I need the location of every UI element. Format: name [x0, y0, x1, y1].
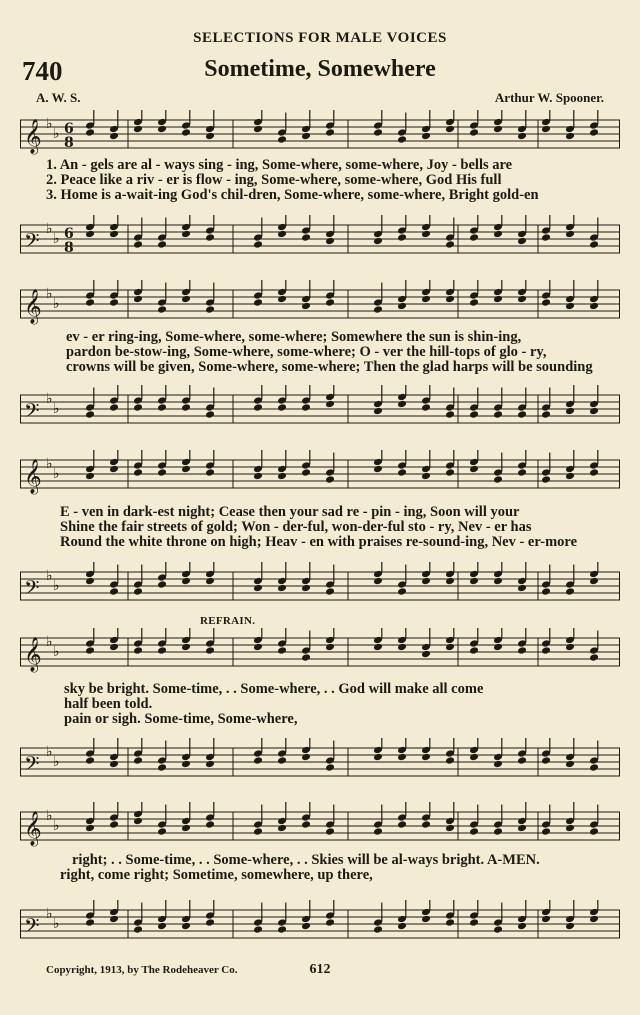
- note-chord: [277, 802, 287, 832]
- note-chord: [565, 565, 575, 596]
- note-chord: [469, 900, 479, 927]
- note-chord: [373, 562, 383, 585]
- treble-clef-icon: 𝄞: [24, 119, 42, 154]
- note-chord: [541, 453, 551, 484]
- note-chord: [445, 388, 455, 419]
- note-chord: [133, 903, 143, 934]
- flat-icon: ♭: [53, 401, 60, 417]
- note-chord: [517, 388, 527, 419]
- note-chord: [325, 280, 335, 307]
- note-chord: [445, 900, 455, 927]
- treble-staff: [20, 450, 620, 504]
- note-chord: [493, 453, 503, 484]
- note-chord: [445, 802, 455, 832]
- note-chord: [517, 802, 527, 832]
- note-chord: [565, 280, 575, 310]
- flat-icon: ♭: [46, 116, 53, 132]
- note-chord: [85, 562, 95, 585]
- note-chord: [469, 110, 479, 137]
- note-chord: [445, 218, 455, 249]
- note-chord: [85, 110, 95, 137]
- lyric-line: 1. An - gels are al - ways sing - ing, Some-where, some-where, Joy - bells are: [46, 157, 513, 173]
- note-chord: [133, 738, 143, 765]
- note-chord: [157, 385, 167, 412]
- note-chord: [565, 450, 575, 480]
- flat-icon: ♭: [46, 744, 53, 760]
- verse-lyrics: [20, 158, 620, 203]
- lyric-line: 2. Peace like a riv - er is flow - ing, Some-where, some-where, God His full: [46, 172, 502, 188]
- flat-icon: ♭: [53, 818, 60, 834]
- bass-clef-icon: 𝄢: [24, 229, 40, 257]
- note-chord: [133, 565, 143, 596]
- note-chord: [565, 900, 575, 930]
- time-signature: 6: [64, 226, 74, 242]
- note-chord: [181, 280, 191, 303]
- flat-icon: ♭: [46, 221, 53, 237]
- flat-icon: ♭: [46, 456, 53, 472]
- page-header: SELECTIONS FOR MALE VOICES: [193, 30, 447, 46]
- treble-clef-icon: 𝄞: [24, 459, 42, 494]
- note-chord: [277, 113, 287, 144]
- note-chord: [109, 280, 119, 307]
- note-chord: [517, 280, 527, 303]
- note-chord: [205, 900, 215, 927]
- note-chord: [421, 738, 431, 761]
- note-chord: [133, 385, 143, 412]
- flat-icon: ♭: [53, 644, 60, 660]
- note-chord: [133, 628, 143, 655]
- note-chord: [277, 215, 287, 238]
- note-chord: [205, 738, 215, 768]
- hymn-number: 740: [22, 56, 63, 86]
- flat-icon: ♭: [53, 466, 60, 482]
- note-chord: [469, 450, 479, 473]
- note-chord: [517, 110, 527, 140]
- note-chord: [373, 215, 383, 245]
- note-chord: [421, 562, 431, 585]
- bass-staff: [20, 215, 620, 269]
- note-chord: [541, 628, 551, 655]
- note-chord: [517, 628, 527, 655]
- copyright-notice: Copyright, 1913, by The Rodeheaver Co.: [46, 964, 238, 976]
- note-chord: [589, 631, 599, 662]
- note-chord: [133, 218, 143, 249]
- note-chord: [205, 283, 215, 314]
- note-chord: [589, 562, 599, 585]
- note-chord: [181, 802, 191, 832]
- note-chord: [469, 562, 479, 585]
- verse-lyrics: [20, 682, 620, 727]
- note-chord: [373, 738, 383, 761]
- note-chord: [517, 900, 527, 930]
- verse-lyrics: [20, 505, 620, 550]
- note-chord: [565, 738, 575, 768]
- note-chord: [589, 450, 599, 477]
- note-chord: [325, 215, 335, 245]
- flat-icon: ♭: [46, 808, 53, 824]
- note-chord: [301, 562, 311, 592]
- note-chord: [541, 738, 551, 765]
- note-chord: [253, 110, 263, 133]
- note-chord: [541, 388, 551, 419]
- treble-clef-icon: 𝄞: [24, 637, 42, 672]
- note-chord: [85, 388, 95, 419]
- note-chord: [253, 385, 263, 412]
- note-chord: [397, 738, 407, 761]
- note-chord: [133, 280, 143, 303]
- lyric-line: 3. Home is a-wait-ing God's chil-dren, Some-where, some-where, Bright gold-en: [46, 187, 539, 203]
- note-chord: [397, 900, 407, 930]
- note-chord: [421, 385, 431, 412]
- lyric-line: ev - er ring-ing, Some-where, some-where; Somewhere the sun is shin-ing,: [66, 329, 522, 345]
- note-chord: [325, 900, 335, 927]
- note-chord: [109, 215, 119, 238]
- note-chord: [277, 450, 287, 480]
- note-chord: [325, 385, 335, 408]
- note-chord: [157, 741, 167, 772]
- note-chord: [301, 450, 311, 477]
- note-chord: [301, 280, 311, 310]
- note-chord: [109, 385, 119, 412]
- note-chord: [397, 628, 407, 651]
- note-chord: [325, 565, 335, 596]
- note-chord: [109, 450, 119, 473]
- note-chord: [565, 110, 575, 140]
- bass-staff: [20, 900, 620, 954]
- note-chord: [493, 903, 503, 934]
- verse-lyrics: [20, 330, 620, 375]
- note-chord: [517, 562, 527, 592]
- note-chord: [589, 110, 599, 137]
- bass-clef-icon: 𝄢: [24, 399, 40, 427]
- note-chord: [325, 110, 335, 137]
- lyric-line: pardon be-stow-ing, Some-where, some-where; O - ver the hill-tops of glo - ry,: [66, 344, 547, 360]
- note-chord: [421, 215, 431, 238]
- lyric-line: Shine the fair streets of gold; Won - der-ful, won-der-ful sto - ry, Nev - er has: [60, 519, 532, 535]
- note-chord: [565, 385, 575, 415]
- bass-staff: [20, 385, 620, 439]
- note-chord: [205, 388, 215, 419]
- note-chord: [517, 215, 527, 245]
- note-chord: [85, 738, 95, 765]
- note-chord: [565, 628, 575, 651]
- note-chord: [133, 802, 143, 825]
- note-chord: [421, 900, 431, 923]
- words-credit: A. W. S.: [36, 90, 81, 105]
- note-chord: [493, 738, 503, 768]
- note-chord: [181, 562, 191, 585]
- note-chord: [589, 280, 599, 310]
- note-chord: [541, 900, 551, 923]
- note-chord: [301, 215, 311, 242]
- note-chord: [253, 628, 263, 651]
- note-chord: [85, 280, 95, 307]
- note-chord: [277, 628, 287, 655]
- note-chord: [445, 450, 455, 477]
- note-chord: [301, 110, 311, 140]
- note-chord: [445, 562, 455, 585]
- note-chord: [253, 805, 263, 836]
- note-chord: [493, 280, 503, 303]
- note-chord: [493, 628, 503, 651]
- note-chord: [373, 283, 383, 314]
- flat-icon: ♭: [46, 391, 53, 407]
- note-chord: [157, 900, 167, 930]
- note-chord: [109, 802, 119, 829]
- note-chord: [541, 215, 551, 242]
- note-chord: [373, 903, 383, 934]
- note-chord: [493, 110, 503, 133]
- bass-clef-icon: 𝄢: [24, 914, 40, 942]
- refrain-label: REFRAIN.: [200, 615, 256, 627]
- lyric-line: half been told.: [64, 696, 153, 712]
- note-chord: [277, 385, 287, 412]
- note-chord: [469, 805, 479, 836]
- lyric-line: E - ven in dark-est night; Cease then your sad re - pin - ing, Soon will your: [60, 504, 520, 520]
- note-chord: [565, 215, 575, 238]
- note-chord: [325, 805, 335, 836]
- note-chord: [469, 215, 479, 242]
- note-chord: [205, 450, 215, 477]
- note-chord: [589, 900, 599, 923]
- note-chord: [301, 738, 311, 761]
- flat-icon: ♭: [53, 578, 60, 594]
- lyric-line: crowns will be given, Some-where, some-where; Then the glad harps will be sounding: [66, 359, 593, 375]
- note-chord: [517, 450, 527, 477]
- note-chord: [85, 628, 95, 655]
- note-chord: [325, 628, 335, 651]
- flat-icon: ♭: [53, 231, 60, 247]
- flat-icon: ♭: [53, 296, 60, 312]
- note-chord: [541, 565, 551, 596]
- treble-staff: [20, 110, 620, 164]
- flat-icon: ♭: [53, 916, 60, 932]
- note-chord: [397, 802, 407, 829]
- note-chord: [181, 628, 191, 651]
- note-chord: [565, 802, 575, 832]
- time-signature: 8: [64, 240, 74, 256]
- note-chord: [541, 280, 551, 307]
- note-chord: [373, 805, 383, 836]
- note-chord: [397, 215, 407, 242]
- note-chord: [157, 805, 167, 836]
- note-chord: [181, 385, 191, 412]
- note-chord: [421, 110, 431, 140]
- note-chord: [181, 215, 191, 238]
- treble-staff: [20, 628, 620, 682]
- note-chord: [421, 280, 431, 303]
- bass-clef-icon: 𝄢: [24, 752, 40, 780]
- note-chord: [109, 900, 119, 923]
- note-chord: [421, 802, 431, 829]
- lyric-line: Round the white throne on high; Heav - en with praises re-sound-ing, Nev - er-more: [60, 534, 578, 550]
- note-chord: [589, 805, 599, 836]
- treble-staff: [20, 802, 620, 856]
- note-chord: [277, 280, 287, 303]
- note-chord: [445, 280, 455, 303]
- note-chord: [109, 738, 119, 768]
- flat-icon: ♭: [46, 286, 53, 302]
- note-chord: [277, 562, 287, 592]
- lyric-line: sky be bright. Some-time, . . Some-where, . . God will make all come: [64, 681, 484, 697]
- note-chord: [277, 903, 287, 934]
- flat-icon: ♭: [53, 754, 60, 770]
- note-chord: [445, 738, 455, 765]
- treble-clef-icon: 𝄞: [24, 289, 42, 324]
- time-signature: 6: [64, 121, 74, 137]
- note-chord: [253, 562, 263, 592]
- note-chord: [253, 738, 263, 765]
- note-chord: [373, 110, 383, 137]
- note-chord: [541, 805, 551, 836]
- note-chord: [325, 453, 335, 484]
- flat-icon: ♭: [53, 126, 60, 142]
- flat-icon: ♭: [46, 634, 53, 650]
- note-chord: [589, 385, 599, 415]
- note-chord: [301, 900, 311, 930]
- note-chord: [205, 215, 215, 242]
- note-chord: [373, 450, 383, 473]
- note-chord: [253, 218, 263, 249]
- note-chord: [277, 738, 287, 765]
- page-number: 612: [309, 962, 331, 977]
- note-chord: [373, 628, 383, 651]
- note-chord: [469, 388, 479, 419]
- note-chord: [133, 450, 143, 477]
- note-chord: [493, 562, 503, 585]
- note-chord: [589, 218, 599, 249]
- note-chord: [445, 110, 455, 133]
- note-chord: [205, 110, 215, 140]
- note-chord: [205, 562, 215, 585]
- note-chord: [301, 385, 311, 412]
- note-chord: [397, 385, 407, 408]
- note-chord: [181, 450, 191, 473]
- note-chord: [589, 741, 599, 772]
- note-chord: [85, 215, 95, 238]
- note-chord: [253, 903, 263, 934]
- music-credit: Arthur W. Spooner.: [494, 90, 604, 105]
- note-chord: [157, 110, 167, 133]
- note-chord: [421, 450, 431, 480]
- note-chord: [85, 450, 95, 480]
- note-chord: [469, 628, 479, 655]
- note-chord: [301, 631, 311, 662]
- flat-icon: ♭: [46, 568, 53, 584]
- note-chord: [85, 802, 95, 832]
- note-chord: [205, 802, 215, 829]
- hymn-title: Sometime, Somewhere: [204, 56, 436, 82]
- note-chord: [109, 110, 119, 140]
- note-chord: [517, 738, 527, 765]
- note-chord: [109, 628, 119, 651]
- note-chord: [421, 628, 431, 658]
- verse-lyrics: [20, 853, 620, 898]
- note-chord: [541, 110, 551, 133]
- time-signature: 8: [64, 135, 74, 151]
- note-chord: [493, 805, 503, 836]
- note-chord: [181, 738, 191, 768]
- note-chord: [157, 218, 167, 249]
- note-chord: [85, 900, 95, 927]
- lyric-line: [20, 883, 620, 898]
- note-chord: [397, 113, 407, 144]
- note-chord: [157, 628, 167, 655]
- bass-staff: [20, 738, 620, 792]
- note-chord: [469, 738, 479, 761]
- note-chord: [181, 110, 191, 137]
- note-chord: [493, 215, 503, 238]
- note-chord: [373, 385, 383, 415]
- note-chord: [325, 741, 335, 772]
- note-chord: [157, 562, 167, 589]
- treble-clef-icon: 𝄞: [24, 811, 42, 846]
- bass-staff: [20, 562, 620, 616]
- lyric-line: right; . . Some-time, . . Some-where, . . Skies will be al-ways bright. A-MEN.: [72, 852, 540, 868]
- note-chord: [133, 110, 143, 133]
- note-chord: [397, 450, 407, 477]
- note-chord: [301, 802, 311, 829]
- note-chord: [253, 450, 263, 480]
- lyric-line: right, come right; Sometime, somewhere, up there,: [60, 867, 373, 883]
- note-chord: [493, 388, 503, 419]
- note-chord: [397, 280, 407, 310]
- note-chord: [253, 280, 263, 307]
- note-chord: [445, 628, 455, 651]
- note-chord: [109, 565, 119, 596]
- note-chord: [205, 628, 215, 655]
- note-chord: [157, 283, 167, 314]
- bass-clef-icon: 𝄢: [24, 576, 40, 604]
- note-chord: [469, 280, 479, 307]
- flat-icon: ♭: [46, 906, 53, 922]
- note-chord: [397, 565, 407, 596]
- treble-staff: [20, 280, 620, 334]
- note-chord: [181, 900, 191, 930]
- lyric-line: pain or sigh. Some-time, Some-where,: [64, 711, 298, 727]
- note-chord: [157, 450, 167, 477]
